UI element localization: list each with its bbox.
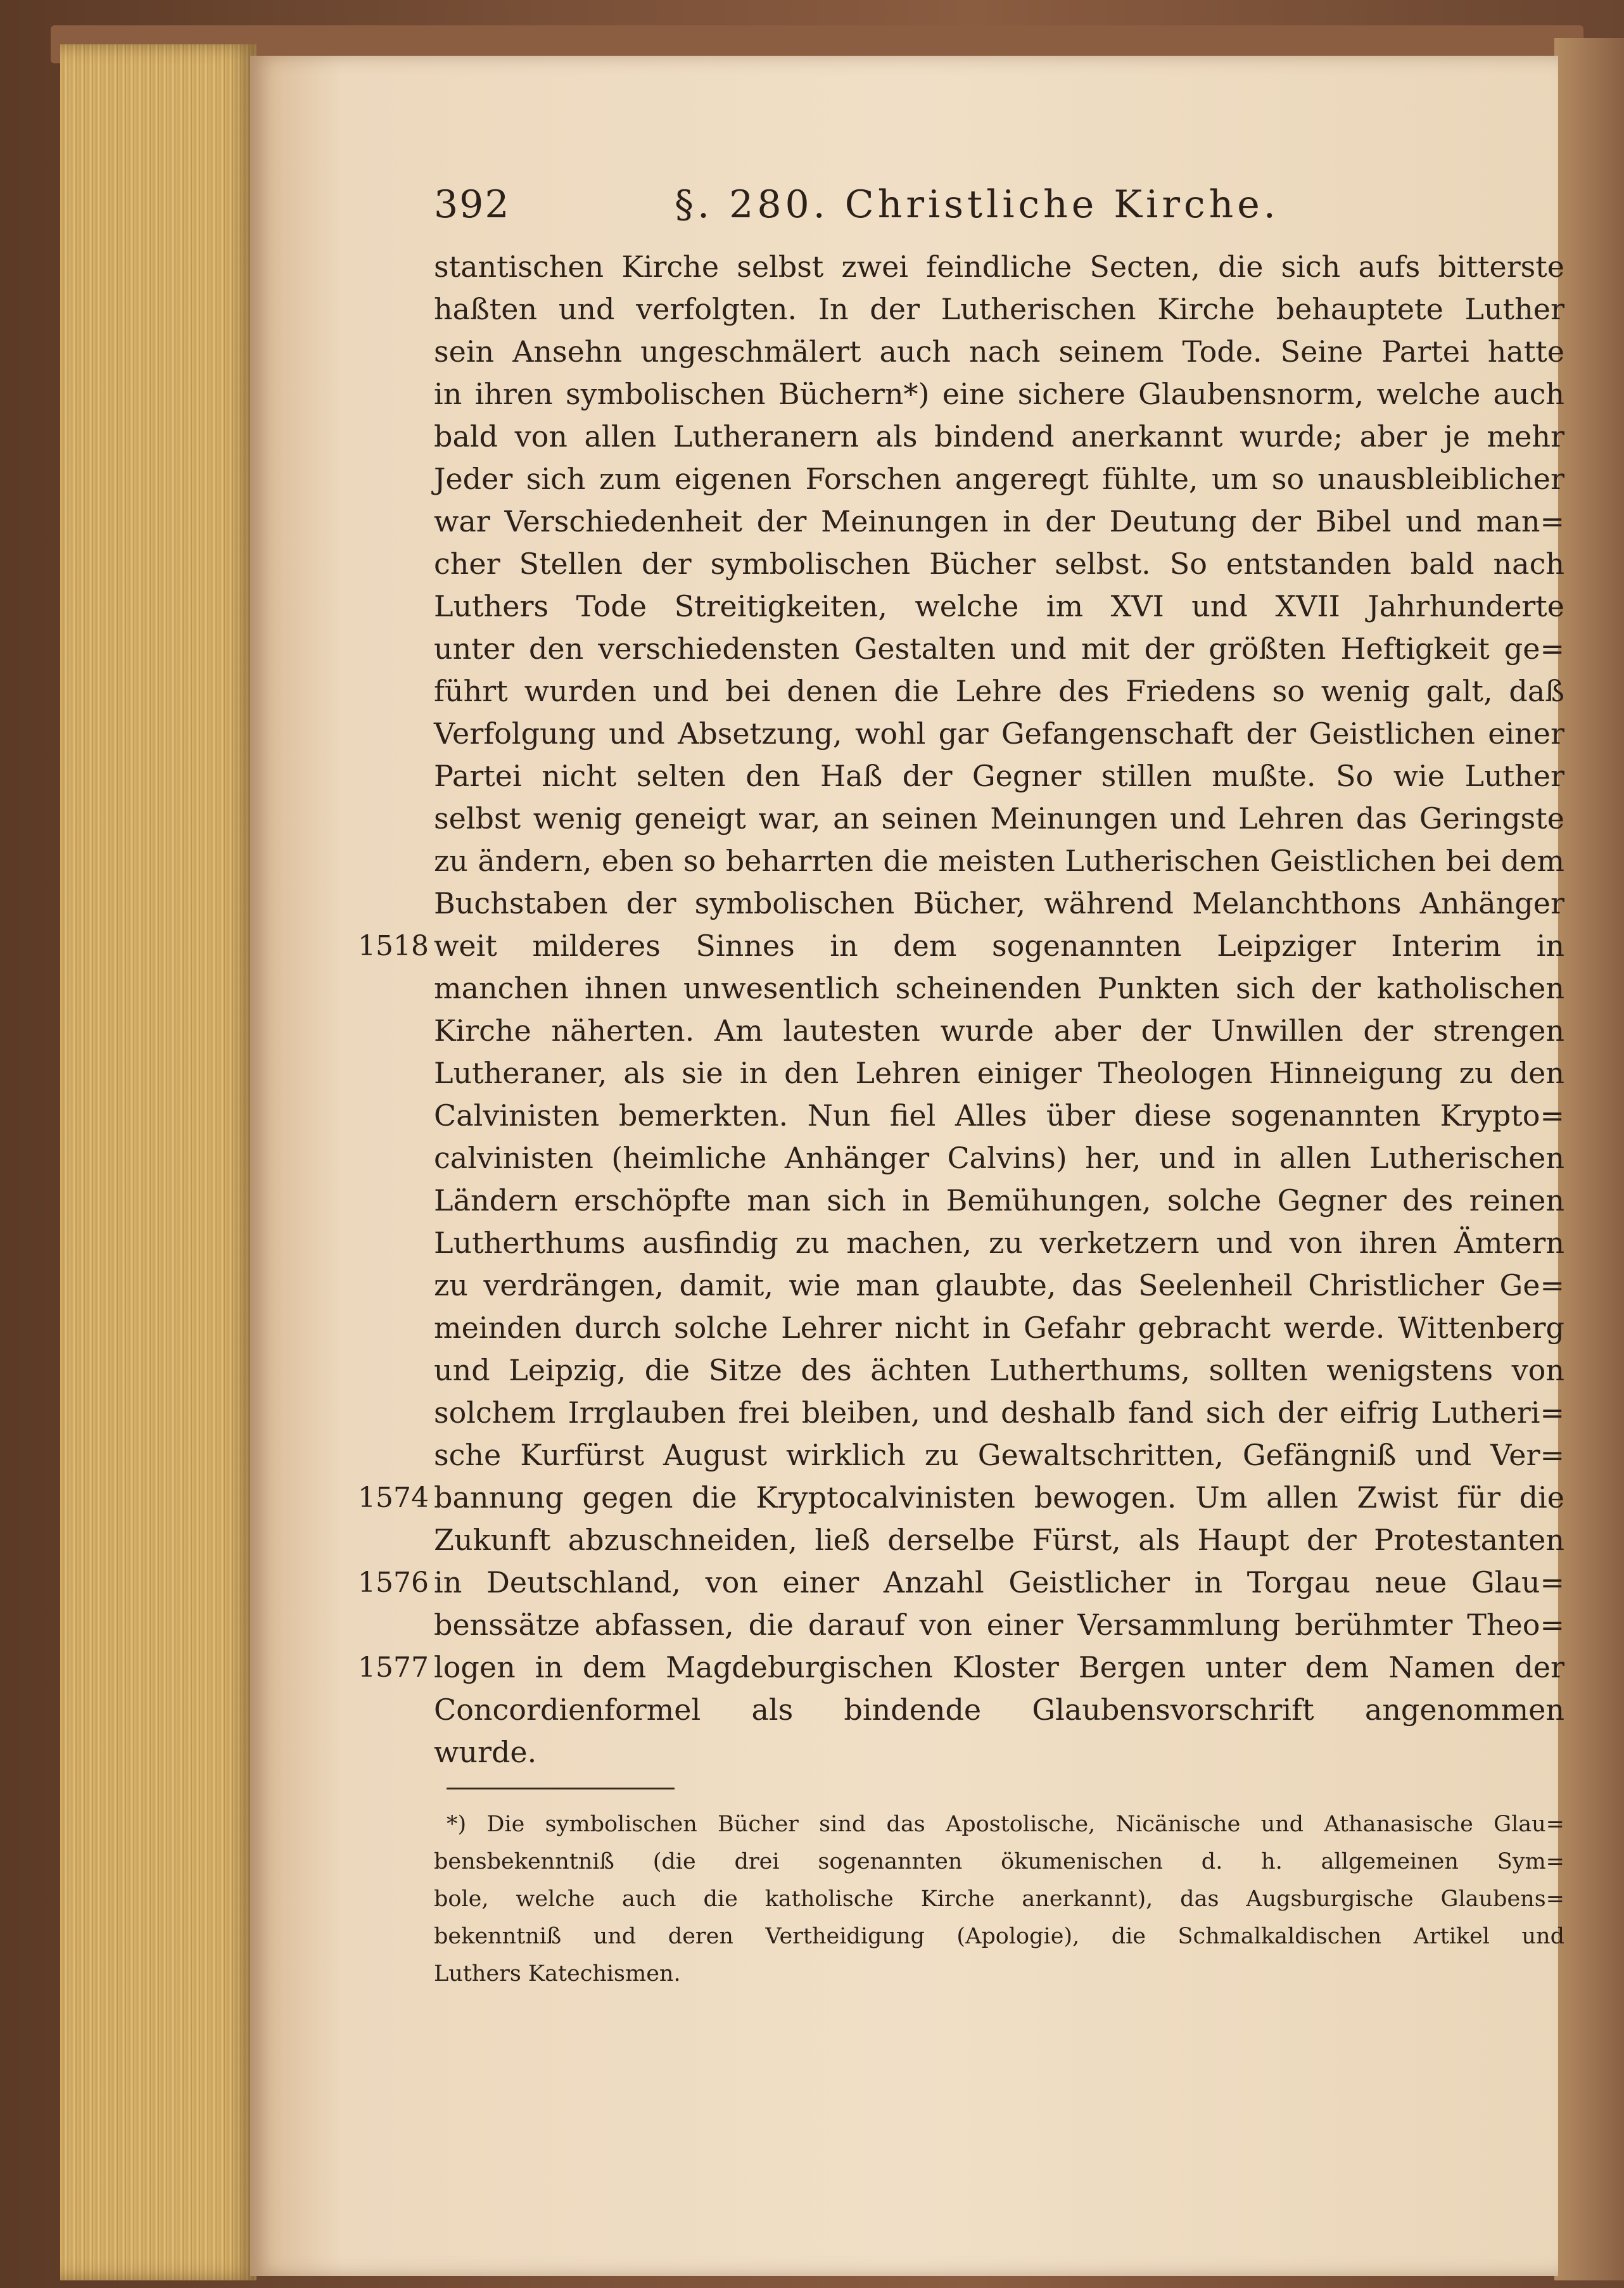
- text-line: [434, 1731, 1564, 1774]
- text-line: [434, 1307, 1564, 1349]
- line-text: Verfolgung und Absetzung, wohl gar Gefangenschaft der Geistlichen einer: [434, 716, 1564, 751]
- line-text: Lutherthums ausfindig zu machen, zu verketzern und von ihren Ämtern: [434, 1226, 1564, 1260]
- line-text: wurde.: [434, 1735, 537, 1769]
- right-page-edge: [1554, 38, 1624, 2280]
- page-number: 392: [434, 182, 511, 227]
- text-line: [358, 925, 1564, 967]
- line-text: haßten und verfolgten. In der Lutherischen Kirche behauptete Luther: [434, 292, 1564, 326]
- margin-year: 1576: [358, 1567, 429, 1599]
- text-line: [434, 246, 1564, 288]
- line-text: Zukunft abzuschneiden, ließ derselbe Fürst, als Haupt der Protestanten: [434, 1523, 1564, 1557]
- text-line: [434, 500, 1564, 543]
- text-line: [434, 288, 1564, 331]
- text-line: [434, 1349, 1564, 1392]
- text-line: [434, 1392, 1564, 1434]
- text-line: [434, 1264, 1564, 1307]
- footnote: [434, 1806, 1564, 1993]
- line-text: Jeder sich zum eigenen Forschen angeregt fühlte, um so unausbleiblicher: [434, 462, 1564, 496]
- text-line: [434, 331, 1564, 373]
- running-header: [434, 170, 1564, 246]
- text-line: [434, 755, 1564, 798]
- line-text: bald von allen Lutheranern als bindend anerkannt wurde; aber je mehr: [434, 419, 1564, 454]
- line-text: führt wurden und bei denen die Lehre des Friedens so wenig galt, daß: [434, 674, 1564, 708]
- line-text: solchem Irrglauben frei bleiben, und deshalb fand sich der eifrig Lutheri=: [434, 1395, 1564, 1430]
- footnote-divider: [447, 1788, 675, 1789]
- line-text: zu verdrängen, damit, wie man glaubte, das Seelenheil Christlicher Ge=: [434, 1268, 1564, 1302]
- footnote-line: bole, welche auch die katholische Kirche anerkannt), das Augsburgische Glaubens=: [434, 1886, 1564, 1912]
- text-line: [358, 1561, 1564, 1604]
- line-text: unter den verschiedensten Gestalten und mit der größten Heftigkeit ge=: [434, 632, 1564, 666]
- line-text: Partei nicht selten den Haß der Gegner stillen mußte. So wie Luther: [434, 759, 1564, 793]
- text-line: [358, 1646, 1564, 1689]
- page-edges: [60, 44, 257, 2280]
- text-line: [434, 585, 1564, 628]
- text-line: [434, 1052, 1564, 1095]
- line-text: benssätze abfassen, die darauf von einer Versammlung berühmter Theo=: [434, 1608, 1564, 1642]
- footnote-line: *) Die symbolischen Bücher sind das Apostolische, Nicänische und Athanasische Glau=: [447, 1812, 1564, 1837]
- line-text: war Verschiedenheit der Meinungen in der Deutung der Bibel und man=: [434, 504, 1564, 538]
- text-line: [434, 628, 1564, 670]
- footnote-line: bensbekenntniß (die drei sogenannten ökumenischen d. h. allgemeinen Sym=: [434, 1849, 1564, 1874]
- margin-year: 1577: [358, 1651, 429, 1684]
- page-content: [358, 170, 1564, 1993]
- line-text: Calvinisten bemerkten. Nun fiel Alles über diese sogenannten Krypto=: [434, 1098, 1564, 1133]
- text-line: [434, 1137, 1564, 1179]
- text-line: [434, 1095, 1564, 1137]
- footnote-line: Luthers Katechismen.: [434, 1961, 681, 1986]
- text-line: [434, 1434, 1564, 1477]
- book-page: [250, 56, 1564, 2276]
- line-text: cher Stellen der symbolischen Bücher selbst. So entstanden bald nach: [434, 547, 1564, 581]
- line-text: sein Ansehn ungeschmälert auch nach seinem Tode. Seine Partei hatte: [434, 334, 1564, 369]
- line-text: Lutheraner, als sie in den Lehren einiger Theologen Hinneigung zu den: [434, 1056, 1564, 1090]
- line-text: bannung gegen die Kryptocalvinisten bewogen. Um allen Zwist für die: [434, 1480, 1564, 1515]
- footnote-line: bekenntniß und deren Vertheidigung (Apologie), die Schmalkaldischen Artikel und: [434, 1924, 1564, 1949]
- text-line: [434, 840, 1564, 882]
- line-text: sche Kurfürst August wirklich zu Gewaltschritten, Gefängniß und Ver=: [434, 1438, 1564, 1472]
- section-title: §. 280. Christliche Kirche.: [675, 182, 1279, 227]
- margin-year: 1518: [358, 930, 429, 962]
- line-text: Luthers Tode Streitigkeiten, welche im XVI und XVII Jahrhunderte: [434, 589, 1564, 623]
- text-line: [434, 1010, 1564, 1052]
- line-text: manchen ihnen unwesentlich scheinenden Punkten sich der katholischen: [434, 971, 1564, 1005]
- line-text: Concordienformel als bindende Glaubensvorschrift angenommen: [434, 1693, 1564, 1727]
- line-text: logen in dem Magdeburgischen Kloster Bergen unter dem Namen der: [434, 1650, 1564, 1684]
- text-line: [434, 1519, 1564, 1561]
- line-text: calvinisten (heimliche Anhänger Calvins) her, und in allen Lutherischen: [434, 1141, 1564, 1175]
- line-text: in ihren symbolischen Büchern*) eine sichere Glaubensnorm, welche auch: [434, 377, 1564, 411]
- text-line: [434, 882, 1564, 925]
- line-text: weit milderes Sinnes in dem sogenannten Leipziger Interim in: [434, 929, 1564, 963]
- body-text: [358, 246, 1564, 1774]
- text-line: [434, 1222, 1564, 1264]
- text-line: [434, 1179, 1564, 1222]
- line-text: selbst wenig geneigt war, an seinen Meinungen und Lehren das Geringste: [434, 801, 1564, 836]
- text-line: [434, 967, 1564, 1010]
- text-line: [434, 670, 1564, 713]
- line-text: meinden durch solche Lehrer nicht in Gefahr gebracht werde. Wittenberg: [434, 1311, 1564, 1345]
- text-line: [434, 713, 1564, 755]
- line-text: und Leipzig, die Sitze des ächten Lutherthums, sollten wenigstens von: [434, 1353, 1564, 1387]
- line-text: Buchstaben der symbolischen Bücher, während Melanchthons Anhänger: [434, 886, 1564, 920]
- text-line: [434, 1604, 1564, 1646]
- text-line: [434, 798, 1564, 840]
- line-text: zu ändern, eben so beharrten die meisten Lutherischen Geistlichen bei dem: [434, 844, 1564, 878]
- line-text: Kirche näherten. Am lautesten wurde aber der Unwillen der strengen: [434, 1014, 1564, 1048]
- text-line: [434, 543, 1564, 585]
- line-text: stantischen Kirche selbst zwei feindliche Secten, die sich aufs bitterste: [434, 250, 1564, 284]
- text-line: [358, 1477, 1564, 1519]
- text-line: [434, 373, 1564, 416]
- margin-year: 1574: [358, 1482, 429, 1514]
- line-text: Ländern erschöpfte man sich in Bemühungen, solche Gegner des reinen: [434, 1183, 1564, 1217]
- line-text: in Deutschland, von einer Anzahl Geistlicher in Torgau neue Glau=: [434, 1565, 1564, 1599]
- text-line: [434, 1689, 1564, 1731]
- text-line: [434, 416, 1564, 458]
- text-line: [434, 458, 1564, 500]
